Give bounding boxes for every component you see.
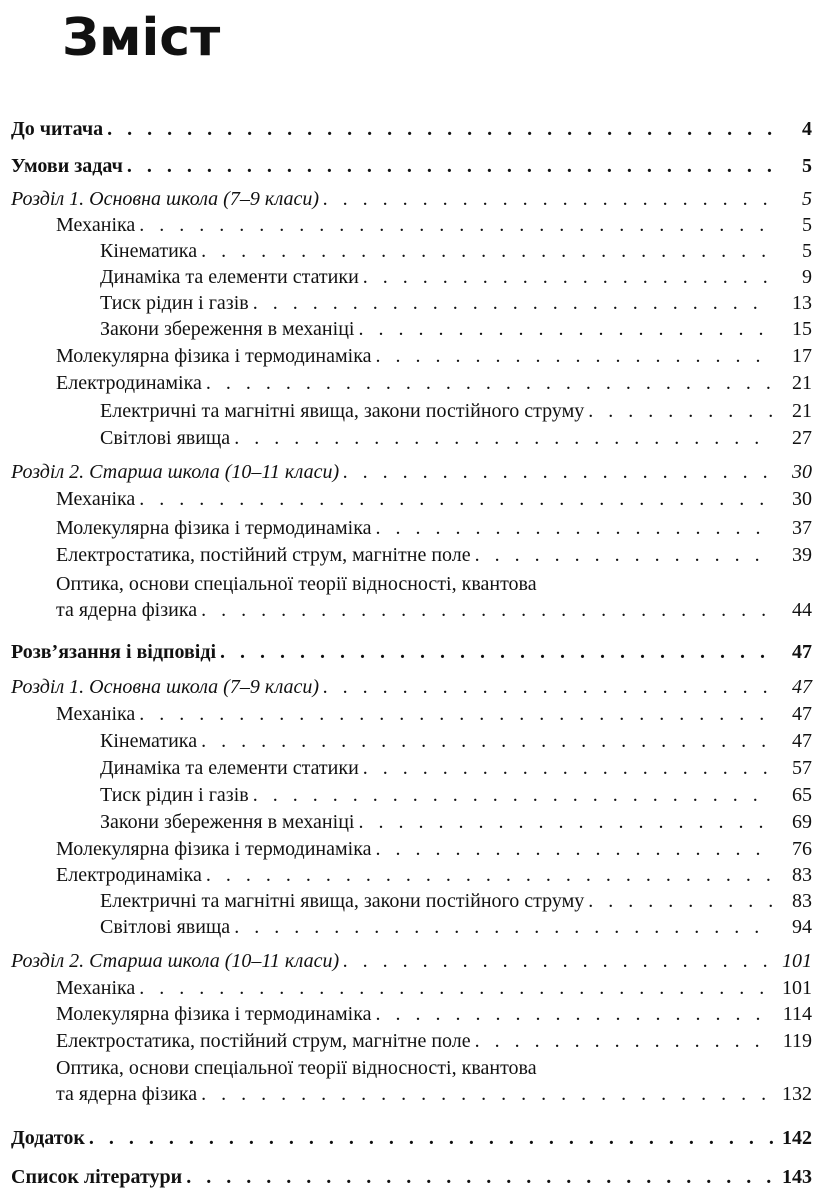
toc-entry-foreword[interactable] — [0, 115, 822, 143]
toc-page-number: 76 — [792, 838, 812, 860]
toc-page-number: 47 — [792, 676, 812, 698]
toc-entry[interactable] — [0, 974, 822, 1002]
toc-entry-label: Механіка — [56, 488, 136, 510]
page-title: Зміст — [62, 8, 221, 68]
toc-entry[interactable] — [0, 1000, 822, 1028]
toc-entry-label: Молекулярна фізика і термодинаміка — [56, 838, 372, 860]
toc-entry-label: Світлові явища — [100, 427, 231, 449]
toc-entry-label: та ядерна фізика — [56, 1083, 198, 1105]
toc-page-number: 83 — [792, 890, 812, 912]
toc-entry-continuation: Оптика, основи спеціальної теорії відносності, квантова — [56, 573, 537, 595]
toc-entry[interactable] — [0, 315, 822, 343]
toc-page-number: 83 — [792, 864, 812, 886]
toc-entry-label: Електростатика, постійний струм, магнітне поле — [56, 544, 471, 566]
toc-entry-label: Додаток — [11, 1127, 85, 1149]
toc-entry-label: Електричні та магнітні явища, закони постійного струму — [100, 400, 585, 422]
toc-entry[interactable] — [0, 342, 822, 370]
toc-page-number: 114 — [782, 1003, 812, 1025]
toc-entry[interactable] — [0, 727, 822, 755]
toc-page-number: 4 — [802, 118, 812, 140]
toc-entry[interactable] — [0, 781, 822, 809]
toc-entry-problems-part1[interactable] — [0, 185, 822, 213]
toc-entry-label: Електродинаміка — [56, 864, 202, 886]
toc-page-number: 30 — [792, 488, 812, 510]
toc-entry-label: Умови задач — [11, 155, 123, 177]
toc-entry[interactable] — [0, 211, 822, 239]
toc-entry-appendix[interactable] — [0, 1124, 822, 1152]
toc-entry-label: Тиск рідин і газів — [100, 784, 249, 806]
toc-entry[interactable] — [0, 861, 822, 889]
toc-entry[interactable] — [0, 369, 822, 397]
toc-page-number: 101 — [782, 977, 812, 999]
toc-page-number: 47 — [792, 641, 812, 663]
toc-entry-label: Розділ 2. Старша школа (10–11 класи) — [11, 950, 340, 972]
toc-entry[interactable] — [0, 541, 822, 569]
toc-page-number: 94 — [792, 916, 812, 938]
toc-page-number: 65 — [792, 784, 812, 806]
toc-entry-label: До читача — [11, 118, 104, 140]
toc-entry[interactable] — [0, 596, 822, 624]
toc-entry[interactable] — [0, 1080, 822, 1108]
toc-entry[interactable] — [0, 424, 822, 452]
toc-entry-label: та ядерна фізика — [56, 599, 198, 621]
toc-page-number: 142 — [782, 1127, 812, 1149]
toc-entry-problems-part2[interactable] — [0, 458, 822, 486]
toc-page-number: 27 — [792, 427, 812, 449]
toc-entry-label: Динаміка та елементи статики — [100, 266, 359, 288]
toc-entry[interactable] — [0, 237, 822, 265]
toc-entry[interactable] — [0, 263, 822, 291]
toc-entry-label: Розділ 1. Основна школа (7–9 класи) — [11, 676, 320, 698]
toc-page-number: 39 — [792, 544, 812, 566]
toc-entry-label: Тиск рідин і газів — [100, 292, 249, 314]
toc-entry-continuation: Оптика, основи спеціальної теорії відносності, квантова — [56, 1057, 537, 1079]
toc-entry-label: Динаміка та елементи статики — [100, 757, 359, 779]
toc-page-number: 37 — [792, 517, 812, 539]
toc-entry-bibliography[interactable] — [0, 1163, 822, 1191]
toc-entry-label: Електростатика, постійний струм, магнітне поле — [56, 1030, 471, 1052]
toc-page-number: 119 — [782, 1030, 812, 1052]
toc-page-number: 5 — [802, 155, 812, 177]
toc-page-number: 5 — [802, 214, 812, 236]
toc-page-number: 47 — [792, 703, 812, 725]
toc-page-number: 5 — [802, 188, 812, 210]
toc-page-number: 57 — [792, 757, 812, 779]
toc-entry[interactable] — [0, 808, 822, 836]
toc-page-number: 17 — [792, 345, 812, 367]
toc-entry-label: Механіка — [56, 703, 136, 725]
toc-page-number: 5 — [802, 240, 812, 262]
toc-entry[interactable] — [0, 913, 822, 941]
toc-entry-label: Розв’язання і відповіді — [11, 641, 217, 663]
toc-entry-label: Механіка — [56, 977, 136, 999]
toc-page-number: 21 — [792, 400, 812, 422]
toc-entry[interactable] — [0, 700, 822, 728]
toc-entry-label: Молекулярна фізика і термодинаміка — [56, 517, 372, 539]
toc-entry[interactable] — [0, 887, 822, 915]
toc-page-number: 15 — [792, 318, 812, 340]
toc-entry-label: Закони збереження в механіці — [100, 318, 355, 340]
toc-entry-label: Список літератури — [11, 1166, 183, 1188]
toc-page-number: 44 — [792, 599, 812, 621]
toc-entry-label: Розділ 1. Основна школа (7–9 класи) — [11, 188, 320, 210]
toc-entry[interactable] — [0, 754, 822, 782]
toc-entry[interactable] — [0, 514, 822, 542]
toc-entry[interactable] — [0, 1027, 822, 1055]
toc-page-number: 143 — [782, 1166, 812, 1188]
toc-page-number: 30 — [792, 461, 812, 483]
toc-page-number: 9 — [802, 266, 812, 288]
toc-page-number: 47 — [792, 730, 812, 752]
toc-entry-label: Світлові явища — [100, 916, 231, 938]
toc-entry-problems[interactable] — [0, 152, 822, 180]
toc-entry-label: Молекулярна фізика і термодинаміка — [56, 1003, 372, 1025]
toc-entry[interactable] — [0, 835, 822, 863]
toc-entry-label: Розділ 2. Старша школа (10–11 класи) — [11, 461, 340, 483]
toc-entry-solutions[interactable] — [0, 638, 822, 666]
toc-entry-solutions-part2[interactable] — [0, 947, 822, 975]
toc-page-number: 21 — [792, 372, 812, 394]
toc-entry[interactable] — [0, 397, 822, 425]
toc-entry-label: Електродинаміка — [56, 372, 202, 394]
toc-entry-label: Молекулярна фізика і термодинаміка — [56, 345, 372, 367]
toc-entry[interactable] — [0, 485, 822, 513]
toc-entry-label: Механіка — [56, 214, 136, 236]
toc-page-number: 13 — [792, 292, 812, 314]
toc-entry-label: Кінематика — [100, 730, 198, 752]
toc-entry[interactable] — [0, 289, 822, 317]
toc-entry-label: Закони збереження в механіці — [100, 811, 355, 833]
toc-entry-label: Кінематика — [100, 240, 198, 262]
toc-entry-solutions-part1[interactable] — [0, 673, 822, 701]
toc-entry-label: Електричні та магнітні явища, закони постійного струму — [100, 890, 585, 912]
toc-page-number: 69 — [792, 811, 812, 833]
toc-page-number: 132 — [782, 1083, 812, 1105]
toc-page-number: 101 — [782, 950, 812, 972]
